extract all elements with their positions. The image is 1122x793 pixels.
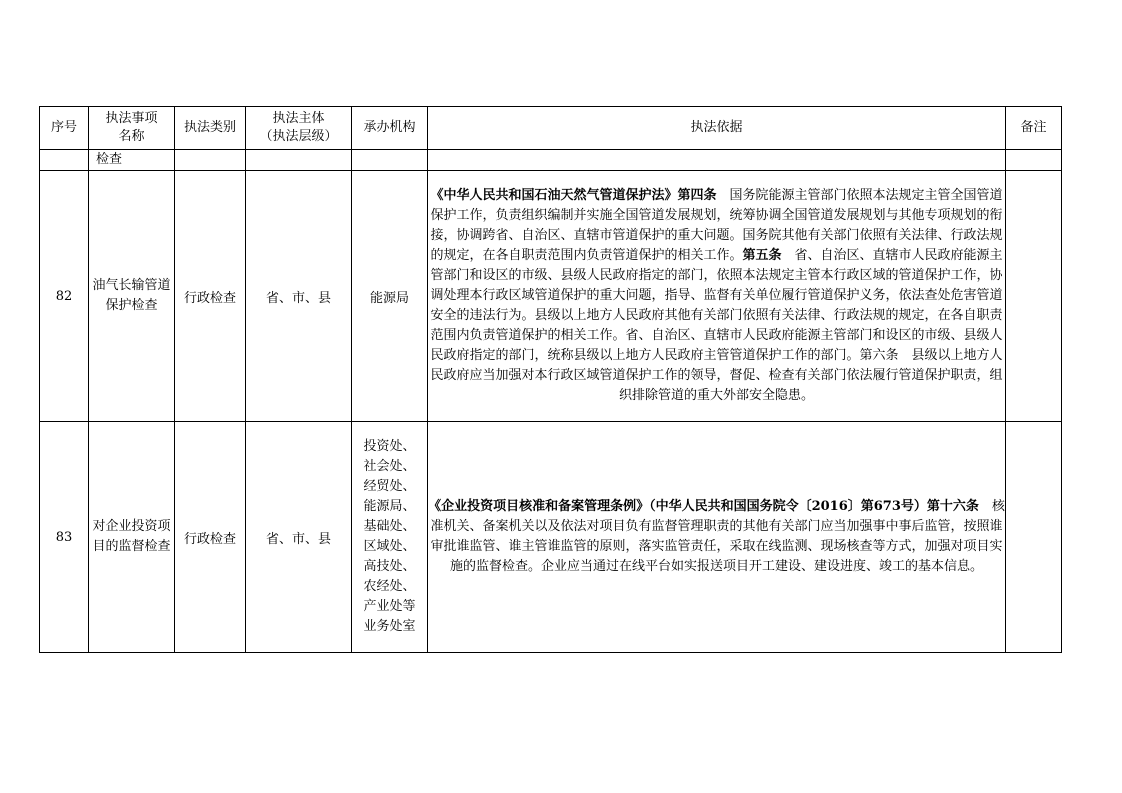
org-item: 农经处、 bbox=[363, 579, 416, 594]
header-row bbox=[40, 107, 1062, 150]
basis-law-title: 《中华人民共和国石油天然气管道保护法》第四条 bbox=[430, 188, 717, 203]
table-row bbox=[40, 422, 1062, 653]
row-category: 行政检查 bbox=[175, 422, 246, 653]
header-category: 执法类别 bbox=[175, 107, 246, 150]
row-item-name: 油气长输管道保护检查 bbox=[89, 171, 175, 422]
cont-org bbox=[352, 150, 428, 171]
row-seq: 82 bbox=[40, 171, 89, 422]
header-seq: 序号 bbox=[40, 107, 89, 150]
cont-category bbox=[175, 150, 246, 171]
header-remark: 备注 bbox=[1006, 107, 1062, 150]
header-basis: 执法依据 bbox=[428, 107, 1006, 150]
basis-law-title: 《企业投资项目核准和备案管理条例》（中华人民共和国国务院令〔2016〕第673号）第十六条 bbox=[428, 499, 979, 514]
cont-subject bbox=[246, 150, 352, 171]
org-item: 投资处、 bbox=[363, 439, 416, 454]
row-category: 行政检查 bbox=[175, 171, 246, 422]
org-item: 能源局、 bbox=[363, 499, 416, 514]
org-item: 高技处、 bbox=[363, 559, 416, 574]
basis-text: 核准机关、备案机关以及依法对项目负有监督管理职责的其他有关部门应当加强事中事后监管，按照谁审批谁监管、谁主管谁监管的原则，落实监管责任，采取在线监测、现场核查等方式，加强对项目实施的监督检查。企业应当通过在线平台如实报送项目开工建设、建设进度、竣工的基本信息。 bbox=[430, 499, 1005, 574]
org-item: 业务处室 bbox=[363, 619, 416, 634]
row-seq: 83 bbox=[40, 422, 89, 653]
cont-basis bbox=[428, 150, 1006, 171]
row-basis bbox=[428, 422, 1006, 653]
org-item: 产业处等 bbox=[363, 599, 416, 614]
row-org bbox=[352, 422, 428, 653]
row-basis bbox=[428, 171, 1006, 422]
header-subject: 执法主体 （执法层级） bbox=[246, 107, 352, 150]
row-item-name: 对企业投资项目的监督检查 bbox=[89, 422, 175, 653]
org-item: 社会处、 bbox=[363, 459, 416, 474]
row-remark bbox=[1006, 422, 1062, 653]
continuation-row bbox=[40, 150, 1062, 171]
cont-remark bbox=[1006, 150, 1062, 171]
cont-name: 检查 bbox=[89, 150, 175, 171]
row-subject: 省、市、县 bbox=[246, 171, 352, 422]
row-remark bbox=[1006, 171, 1062, 422]
enforcement-table bbox=[39, 106, 1062, 653]
row-org: 能源局 bbox=[352, 171, 428, 422]
org-item: 经贸处、 bbox=[363, 479, 416, 494]
header-item-name: 执法事项 名称 bbox=[89, 107, 175, 150]
basis-article-title: 第五条 bbox=[742, 248, 782, 263]
row-subject: 省、市、县 bbox=[246, 422, 352, 653]
basis-text: 省、自治区、直辖市人民政府能源主管部门和设区的市级、县级人民政府指定的部门，依照本法规定主管本行政区域的管道保护工作，协调处理本行政区域管道保护的重大问题，指导、监督有关单位履行管道保护义务，依法查处危害管道安全的违法行为。县级以上地方人民政府其他有关部门依照有关法律、行政法规的规定，在各自职责范围内负责管道保护的相关工作。省、自治区、直辖市人民政府能源主管部门和设区的市级、县级人民政府指定的部门，统称县级以上地方人民政府主管管道保护工作的部门。第六条 县级以上地方人民政府应当加强对本行政区域管道保护工作的领导，督促、检查有关部门依法履行管道保护职责，组织排除管道的重大外部安全隐患。 bbox=[430, 248, 1003, 403]
cont-seq bbox=[40, 150, 89, 171]
header-org: 承办机构 bbox=[352, 107, 428, 150]
org-item: 基础处、 bbox=[363, 519, 416, 534]
basis-text: 国务院能源主管部门依照本法规定主管全国管道保护工作，负责组织编制并实施全国管道发展规划，统筹协调全国管道发展规划与其他专项规划的衔接，协调跨省、自治区、直辖市管道保护的重大问题。国务院其他有关部门依照有关法律、行政法规的规定，在各自职责范围内负责管道保护的相关工作。 bbox=[430, 188, 1003, 263]
table-row bbox=[40, 171, 1062, 422]
org-item: 区域处、 bbox=[363, 539, 416, 554]
